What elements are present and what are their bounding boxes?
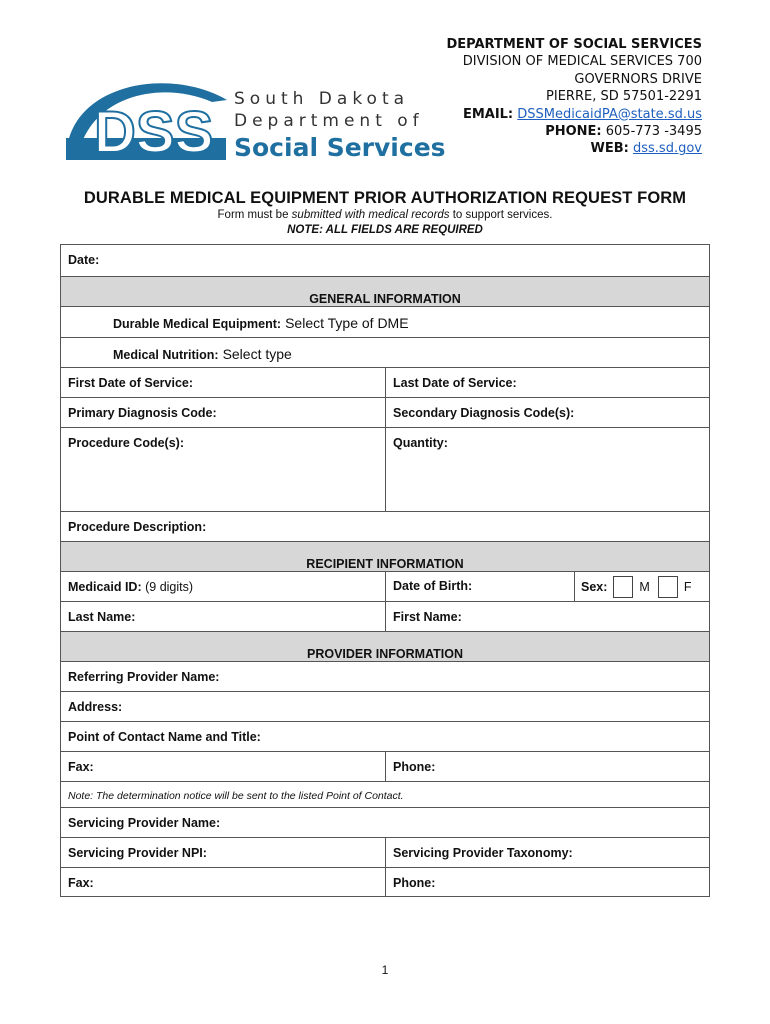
primary-dx-field[interactable]: Primary Diagnosis Code: (61, 398, 386, 427)
email-line: EMAIL: DSSMedicaidPA@state.sd.us (462, 106, 702, 122)
form-subtitle: Form must be submitted with medical records to support services. (217, 209, 553, 221)
svg-text:DSS: DSS (94, 100, 214, 162)
sex-m-checkbox[interactable] (613, 576, 633, 598)
date-field[interactable]: Date: (68, 253, 100, 267)
recipient-info-header: RECIPIENT INFORMATION (61, 541, 709, 571)
secondary-dx-field[interactable]: Secondary Diagnosis Code(s): (393, 406, 575, 420)
division-name: DIVISION OF MEDICAL SERVICES 700 (462, 54, 702, 70)
address-field[interactable]: Address: (68, 700, 123, 714)
dob-field[interactable]: Date of Birth: (393, 579, 473, 593)
email-link[interactable]: DSSMedicaidPA@state.sd.us (517, 106, 702, 122)
dme-select[interactable]: Select Type of DME (285, 315, 409, 331)
first-date-field[interactable]: First Date of Service: (61, 368, 386, 397)
fax-field[interactable]: Fax: (61, 752, 386, 781)
dept-name: DEPARTMENT OF SOCIAL SERVICES (446, 37, 702, 52)
servicing-fax-field[interactable]: Fax: (61, 868, 386, 896)
servicing-taxonomy-field[interactable]: Servicing Provider Taxonomy: (393, 846, 573, 860)
authorization-form (60, 244, 710, 897)
sex-f-checkbox[interactable] (658, 576, 678, 598)
first-name-field[interactable]: First Name: (393, 610, 462, 624)
point-of-contact-field[interactable]: Point of Contact Name and Title: (68, 730, 261, 744)
general-info-header: GENERAL INFORMATION (61, 276, 709, 306)
nutrition-field[interactable]: Medical Nutrition: Select type (113, 346, 292, 362)
sex-field: Sex: M F (574, 572, 709, 601)
city-address: PIERRE, SD 57501-2291 (546, 89, 702, 105)
phone-field[interactable]: Phone: (393, 760, 436, 774)
determination-note: Note: The determination notice will be sent to the listed Point of Contact. (68, 790, 404, 802)
procedure-desc-field[interactable]: Procedure Description: (68, 520, 207, 534)
svg-text:South Dakota: South Dakota (234, 89, 410, 109)
medicaid-id-field[interactable]: Medicaid ID: (9 digits) (61, 572, 386, 601)
servicing-provider-name-field[interactable]: Servicing Provider Name: (68, 816, 221, 830)
contact-block (446, 36, 702, 158)
provider-info-header: PROVIDER INFORMATION (61, 631, 709, 661)
svg-text:Department of: Department of (234, 111, 424, 131)
servicing-phone-field[interactable]: Phone: (393, 876, 436, 890)
form-title: DURABLE MEDICAL EQUIPMENT PRIOR AUTHORIZATION REQUEST FORM (83, 189, 687, 207)
dss-logo (62, 72, 452, 162)
last-name-field[interactable]: Last Name: (61, 602, 386, 631)
nutrition-select[interactable]: Select type (222, 346, 292, 362)
phone-line: PHONE: 605-773 -3495 (545, 124, 702, 140)
procedure-codes-field[interactable]: Procedure Code(s): (61, 428, 386, 511)
street-address: GOVERNORS DRIVE (574, 71, 702, 87)
web-line: WEB: dss.sd.gov (590, 141, 702, 157)
referring-provider-field[interactable]: Referring Provider Name: (68, 670, 220, 684)
servicing-npi-field[interactable]: Servicing Provider NPI: (61, 838, 386, 867)
web-link[interactable]: dss.sd.gov (633, 141, 702, 157)
quantity-field[interactable]: Quantity: (393, 436, 448, 450)
dme-field[interactable]: Durable Medical Equipment: Select Type of DME (113, 315, 409, 331)
page-number: 1 (381, 963, 389, 977)
last-date-field[interactable]: Last Date of Service: (393, 376, 517, 390)
svg-text:Social Services: Social Services (234, 133, 446, 162)
required-note: NOTE: ALL FIELDS ARE REQUIRED (287, 224, 483, 236)
